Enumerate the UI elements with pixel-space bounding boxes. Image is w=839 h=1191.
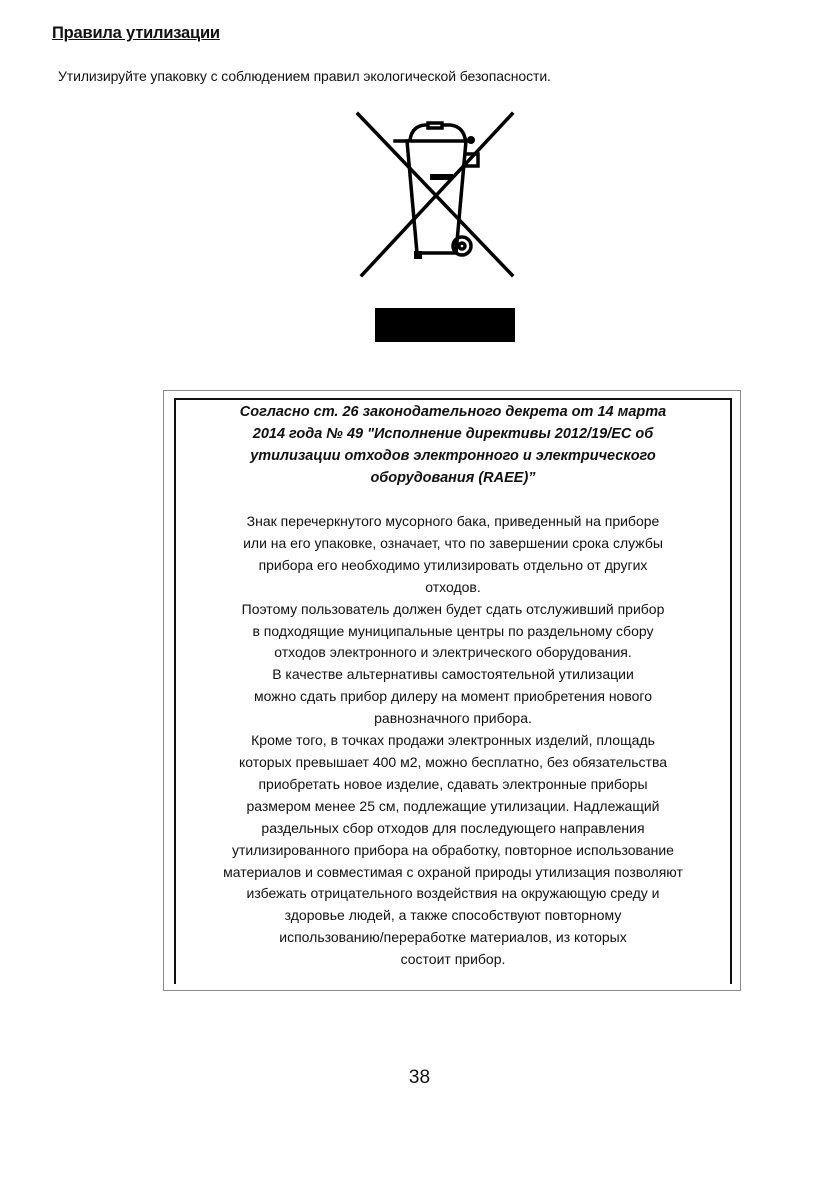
- notice-body-line: или на его упаковке, означает, что по завершении срока службы: [243, 534, 663, 551]
- notice-inner-frame-right: [730, 398, 732, 984]
- notice-box: [178, 400, 728, 971]
- notice-body: [178, 511, 728, 971]
- notice-body-line: утилизированного прибора на обработку, повторное использование: [232, 841, 674, 858]
- notice-title-line: утилизации отходов электронного и электрического: [250, 448, 656, 464]
- notice-body-line: равнозначного прибора.: [374, 710, 532, 727]
- notice-body-line: здоровье людей, а также способствуют повторному: [284, 907, 622, 924]
- black-bar: [375, 308, 515, 342]
- notice-body-line: Знак перечеркнутого мусорного бака, приведенный на приборе: [246, 513, 660, 529]
- notice-body-line: в подходящие муниципальные центры по раздельному сбору: [252, 622, 654, 639]
- notice-body-line: Поэтому пользователь должен будет сдать отслуживший прибор: [241, 600, 665, 617]
- notice-title: [178, 401, 728, 489]
- notice-body-line: избежать отрицательного воздействия на окружающую среду и: [246, 885, 660, 902]
- notice-body-line: прибора его необходимо утилизировать отдельно от других: [258, 556, 648, 573]
- notice-title-line: Согласно ст. 26 законодательного декрета от 14 марта: [239, 404, 667, 420]
- page-number: 38: [408, 1067, 431, 1088]
- section-heading: Правила утилизации: [52, 24, 220, 42]
- notice-body-line: отходов электронного и электрического оборудования.: [274, 644, 632, 661]
- notice-body-line: состоит прибор.: [400, 951, 506, 968]
- notice-title-line: оборудования (RAEE)”: [370, 470, 536, 486]
- notice-body-line: приобретать новое изделие, сдавать электронные приборы: [258, 775, 648, 792]
- notice-title-line: 2014 года № 49 "Исполнение директивы 2012/19/ЕС об: [252, 426, 654, 442]
- intro-text: Утилизируйте упаковку с соблюдением правил экологической безопасности.: [58, 68, 551, 84]
- notice-body-line: можно сдать прибор дилеру на момент приобретения нового: [254, 688, 652, 705]
- notice-body-line: использованию/переработке материалов, из которых: [279, 929, 627, 946]
- notice-inner-frame-left: [174, 398, 176, 984]
- notice-body-line: В качестве альтернативы самостоятельной утилизации: [272, 666, 634, 683]
- notice-body-line: размером менее 25 см, подлежащие утилизации. Надлежащий: [246, 797, 660, 814]
- notice-body-line: которых превышает 400 м2, можно бесплатно, без обязательства: [238, 753, 668, 770]
- notice-body-line: материалов и совместимая с охраной природы утилизация позволяют: [223, 863, 683, 880]
- notice-body-line: отходов.: [425, 578, 481, 595]
- notice-body-line: Кроме того, в точках продажи электронных изделий, площадь: [251, 732, 655, 749]
- notice-body-line: раздельных сбор отходов для последующего направления: [261, 819, 645, 836]
- crossed-out-wheelie-bin-icon: [350, 108, 520, 343]
